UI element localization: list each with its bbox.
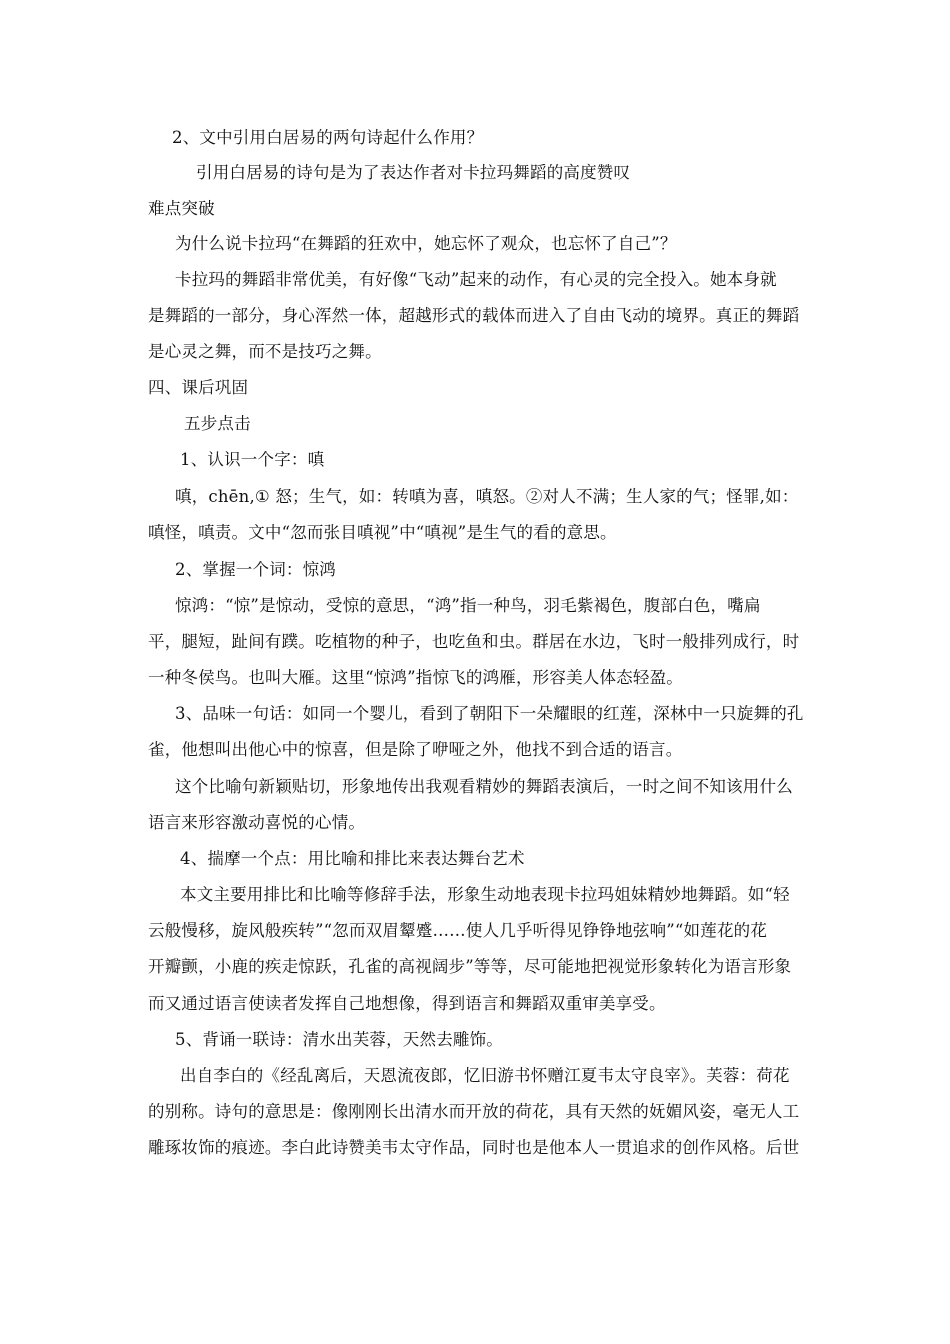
step-4-title: 4、揣摩一个点：用比喻和排比来表达舞台艺术 [180, 849, 525, 868]
step-1-title: 1、认识一个字：嗔 [180, 450, 325, 469]
paragraph-line: 一种冬侯鸟。也叫大雁。这里“惊鸿”指惊飞的鸿雁，形容美人体态轻盈。 [148, 668, 683, 687]
paragraph-line: 而又通过语言使读者发挥自己地想像，得到语言和舞蹈双重审美享受。 [148, 994, 666, 1013]
subheading-five-steps: 五步点击 [184, 414, 251, 433]
paragraph-line: 嗔怪，嗔责。文中“忽而张目嗔视”中“嗔视”是生气的看的意思。 [148, 523, 617, 542]
paragraph-line: 这个比喻句新颖贴切，形象地传出我观看精妙的舞蹈表演后，一时之间不知该用什么 [175, 777, 793, 796]
step-3-title: 3、品味一句话：如同一个婴儿，看到了朝阳下一朵耀眼的红莲，深林中一只旋舞的孔 [175, 704, 804, 723]
paragraph-line: 云般慢移，旋风般疾转”“忽而双眉颦蹙……使人几乎听得见铮铮地弦响”“如莲花的花 [148, 921, 768, 940]
question-2: 2、文中引用白居易的两句诗起什么作用？ [172, 128, 484, 147]
paragraph-line: 惊鸿：“惊”是惊动，受惊的意思，“鸿”指一种鸟，羽毛紫褐色，腹部白色，嘴扁 [175, 596, 761, 615]
paragraph-line: 出自李白的《经乱离后，天恩流夜郎，忆旧游书怀赠江夏韦太守良宰》。芙蓉：荷花 [180, 1066, 790, 1085]
paragraph-line: 平，腿短，趾间有蹼。吃植物的种子，也吃鱼和虫。群居在水边，飞时一般排列成行，时 [148, 632, 800, 651]
paragraph-line: 雕琢妆饰的痕迹。李白此诗赞美韦太守作品，同时也是他本人一贯追求的创作风格。后世 [148, 1138, 800, 1157]
question-why: 为什么说卡拉玛“在舞蹈的狂欢中，她忘怀了观众，也忘怀了自己”？ [175, 234, 677, 253]
paragraph-line: 嗔，chēn,① 怒；生气，如：转嗔为喜，嗔怒。②对人不满；生人家的气；怪罪,如： [175, 487, 799, 506]
answer-2: 引用白居易的诗句是为了表达作者对卡拉玛舞蹈的高度赞叹 [196, 163, 631, 182]
step-5-title: 5、背诵一联诗：清水出芙蓉，天然去雕饰。 [175, 1030, 503, 1049]
paragraph-line: 雀，他想叫出他心中的惊喜，但是除了咿哑之外，他找不到合适的语言。 [148, 740, 683, 759]
paragraph-line: 语言来形容激动喜悦的心情。 [148, 813, 366, 832]
step-2-title: 2、掌握一个词：惊鸿 [175, 560, 336, 579]
paragraph-line: 是舞蹈的一部分，身心浑然一体，超越形式的载体而进入了自由飞动的境界。真正的舞蹈 [148, 306, 800, 325]
paragraph-line: 的别称。诗句的意思是：像刚刚长出清水而开放的荷花，具有天然的妩媚风姿，毫无人工 [148, 1102, 800, 1121]
paragraph-line: 是心灵之舞，而不是技巧之舞。 [148, 342, 382, 361]
paragraph-line: 卡拉玛的舞蹈非常优美，有好像“飞动”起来的动作，有心灵的完全投入。她本身就 [175, 270, 777, 289]
section-heading-four: 四、课后巩固 [148, 378, 249, 397]
paragraph-line: 开瓣颤，小鹿的疾走惊跃，孔雀的高视阔步”等等，尽可能地把视觉形象转化为语言形象 [148, 957, 792, 976]
paragraph-line: 本文主要用排比和比喻等修辞手法，形象生动地表现卡拉玛姐妹精妙地舞蹈。如“轻 [180, 885, 790, 904]
section-heading-difficulty: 难点突破 [148, 199, 215, 218]
